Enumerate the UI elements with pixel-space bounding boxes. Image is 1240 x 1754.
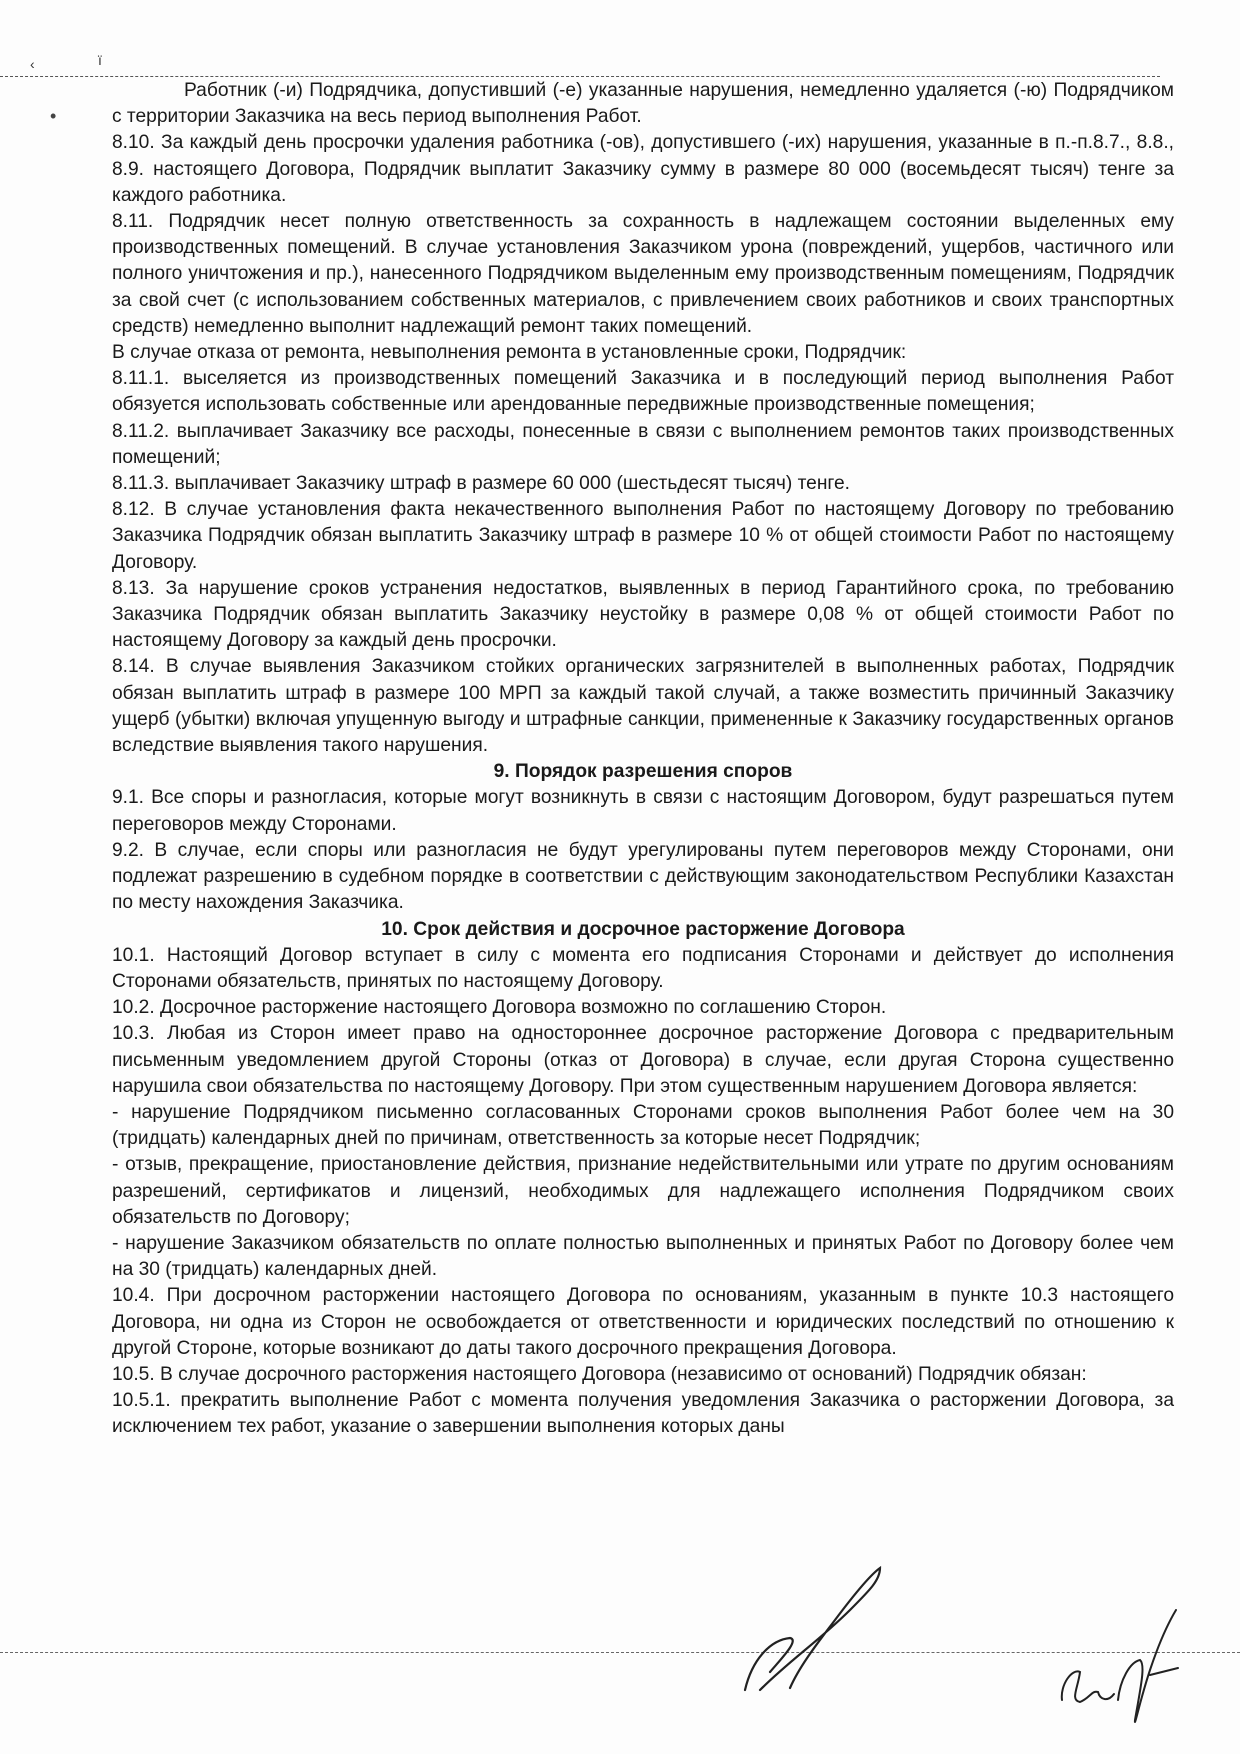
clause-8-13: 8.13. За нарушение сроков устранения недостатков, выявленных в период Гарантийного срока, по требованию Заказчика Подрядчик обязан выплатить Заказчику неустойку в размере 0,08 % от общей стоимости Работ по настоящему Договору за каждый день просрочки.	[112, 577, 1174, 652]
document-body	[112, 78, 1174, 1441]
signature-right	[1062, 1610, 1178, 1722]
clause-8-11-1: 8.11.1. выселяется из производственных помещений Заказчика и в последующий период выполнения Работ обязуется использовать собственные или арендованные передвижные производственные помещения;	[112, 368, 1174, 416]
clause-10-3-item: - отзыв, прекращение, приостановление действия, признание недействительными или утрате по другим основаниям разрешений, сертификатов и лицензий, необходимых для надлежащего исполнения Подрядчиком своих обязательств по Договору;	[112, 1154, 1174, 1228]
top-divider	[0, 76, 1160, 77]
clause-10-2: 10.2. Досрочное расторжение настоящего Договора возможно по соглашению Сторон.	[112, 997, 887, 1019]
clause-10-3-item: - нарушение Подрядчиком письменно согласованных Сторонами сроков выполнения Работ более чем на 30 (тридцать) календарных дней по причинам, ответственность за которые несет Подрядчик;	[112, 1101, 1174, 1150]
clause-10-4: 10.4. При досрочном расторжении настоящего Договора по основаниям, указанным в пункте 10.3 настоящего Договора, ни одна из Сторон не освобождается от ответственности и юридических последствий по отношению к другой Стороне, которые возникают до даты такого досрочного прекращения Договора.	[112, 1285, 1174, 1359]
clause-8-11-intro: В случае отказа от ремонта, невыполнения ремонта в установленные сроки, Подрядчик:	[112, 342, 907, 364]
clause-10-1: 10.1. Настоящий Договор вступает в силу с момента его подписания Сторонами и действует до исполнения Сторонами обязательств, принятых по настоящему Договору.	[112, 944, 1174, 992]
margin-dot: •	[50, 106, 57, 126]
clause-10-3-item: - нарушение Заказчиком обязательств по оплате полностью выполненных и принятых Работ по Договору более чем на 30 (тридцать) календарных дней.	[112, 1232, 1174, 1281]
clause-8-11: 8.11. Подрядчик несет полную ответственность за сохранность в надлежащем состоянии выделенных ему производственных помещений. В случае установления Заказчиком урона (повреждений, ущербов, частичного или полного уничтожения и пр.), нанесенного Подрядчиком выделенным ему производственным помещениям, Подрядчик за свой счет (с использованием собственных материалов, с привлечением своих работников и своих транспортных средств) немедленно выполнит надлежащий ремонт таких помещений.	[112, 211, 1174, 337]
paragraph-continuation: Работник (-и) Подрядчика, допустивший (-е) указанные нарушения, немедленно удаляется (-ю) Подрядчиком с территории Заказчика на весь период выполнения Работ.	[112, 80, 1174, 128]
scan-mark: ї	[98, 52, 102, 68]
bottom-divider	[0, 1652, 1240, 1653]
clause-8-11-3: 8.11.3. выплачивает Заказчику штраф в размере 60 000 (шестьдесят тысяч) тенге.	[112, 473, 851, 495]
section-heading-10: 10. Срок действия и досрочное расторжение Договора	[381, 918, 905, 940]
signature-left	[745, 1568, 880, 1690]
clause-8-10: 8.10. За каждый день просрочки удаления работника (-ов), допустившего (-их) нарушения, указанные в п.-п.8.7., 8.8., 8.9. настоящего Договора, Подрядчик выплатит Заказчику сумму в размере 80 000 (восемьдесят тысяч) тенге за каждого работника.	[112, 132, 1174, 206]
clause-8-12: 8.12. В случае установления факта некачественного выполнения Работ по настоящему Договору по требованию Заказчика Подрядчик обязан выплатить Заказчику штраф в размере 10 % от общей стоимости Работ по настоящему Договору.	[112, 499, 1174, 573]
clause-9-2: 9.2. В случае, если споры или разногласия не будут урегулированы путем переговоров между Сторонами, они подлежат разрешению в судебном порядке в соответствии с действующим законодательством Республики Казахстан по месту нахождения Заказчика.	[112, 839, 1174, 914]
clause-8-14: 8.14. В случае выявления Заказчиком стойких органических загрязнителей в выполненных работах, Подрядчик обязан выплатить штраф в размере 100 МРП за каждый такой случай, а также возместить причинный Заказчику ущерб (убытки) включая упущенную выгоду и штрафные санкции, примененные к Заказчику государственных органов вследствие выявления такого нарушения.	[112, 656, 1174, 757]
clause-8-11-2: 8.11.2. выплачивает Заказчику все расходы, понесенные в связи с выполнением ремонтов таких производственных помещений;	[112, 420, 1174, 468]
clause-10-3: 10.3. Любая из Сторон имеет право на одностороннее досрочное расторжение Договора с предварительным письменным уведомлением другой Стороны (отказ от Договора) в случае, если другая Сторона существенно нарушила свои обязательства по настоящему Договору. При этом существенным нарушением Договора является:	[112, 1023, 1174, 1097]
clause-10-5-1: 10.5.1. прекратить выполнение Работ с момента получения уведомления Заказчика о расторжении Договора, за исключением тех работ, указание о завершении выполнения которых даны	[112, 1390, 1174, 1438]
clause-10-5: 10.5. В случае досрочного расторжения настоящего Договора (независимо от оснований) Подрядчик обязан:	[112, 1363, 1087, 1385]
scan-mark: ‹	[30, 56, 35, 72]
clause-9-1: 9.1. Все споры и разногласия, которые могут возникнуть в связи с настоящим Договором, будут разрешаться путем переговоров между Сторонами.	[112, 787, 1174, 835]
section-heading-9: 9. Порядок разрешения споров	[493, 761, 793, 783]
